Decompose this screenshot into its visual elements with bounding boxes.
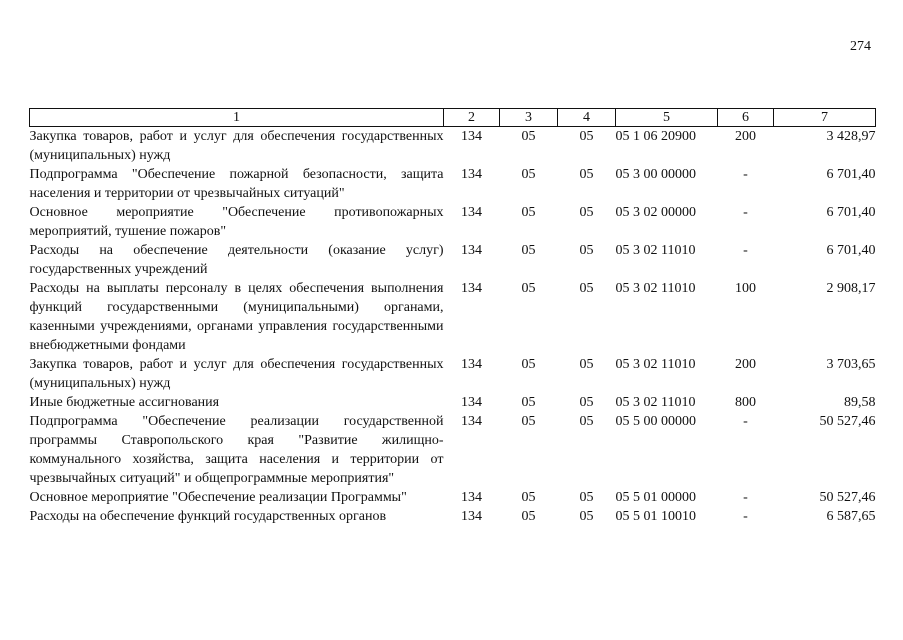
cell-amount: 6 587,65 (826, 509, 876, 524)
cell-amount: 6 701,40 (826, 205, 876, 220)
column-header: 4 (558, 109, 616, 127)
cell-section: 05 (521, 167, 536, 182)
column-header: 5 (616, 109, 718, 127)
table-row (30, 393, 876, 412)
row-description: Подпрограмма "Обеспечение реализации государственной программы Ставропольского края "Развитие жилищно-коммунального хозяйства, защита населения и территории от чрезвычайных ситуаций" и общепрограммные мероприятия" (29, 414, 444, 486)
row-description: Закупка товаров, работ и услуг для обеспечения государственных (муниципальных) нужд (29, 129, 444, 163)
cell-section: 05 (521, 395, 536, 410)
cell-amount: 6 701,40 (826, 167, 876, 182)
column-header: 7 (774, 109, 876, 127)
cell-amount: 3 703,65 (826, 357, 876, 372)
row-description: Расходы на обеспечение деятельности (оказание услуг) государственных учреждений (29, 243, 444, 277)
row-description: Расходы на выплаты персоналу в целях обеспечения выполнения функций государственными (муниципальными) органами, казенными учреждениями, органами управления государственными внебюджетными фондами (29, 281, 444, 353)
cell-subsection: 05 (579, 490, 594, 505)
cell-expense-type: - (743, 205, 748, 220)
cell-target-article: 05 1 06 20900 (615, 129, 696, 144)
cell-amount: 50 527,46 (819, 414, 876, 429)
cell-amount: 89,58 (844, 395, 876, 410)
cell-ministry: 134 (461, 243, 482, 258)
table-row (30, 127, 876, 166)
cell-subsection: 05 (579, 129, 594, 144)
cell-expense-type: 100 (735, 281, 756, 296)
table-row (30, 507, 876, 526)
cell-ministry: 134 (461, 167, 482, 182)
cell-section: 05 (521, 205, 536, 220)
cell-subsection: 05 (579, 357, 594, 372)
cell-expense-type: - (743, 243, 748, 258)
cell-expense-type: - (743, 490, 748, 505)
cell-target-article: 05 3 02 11010 (615, 395, 696, 410)
cell-section: 05 (521, 357, 536, 372)
cell-section: 05 (521, 281, 536, 296)
cell-expense-type: 800 (735, 395, 756, 410)
column-header: 2 (444, 109, 500, 127)
cell-subsection: 05 (579, 167, 594, 182)
cell-amount: 3 428,97 (826, 129, 876, 144)
cell-target-article: 05 3 02 11010 (615, 243, 696, 258)
cell-section: 05 (521, 129, 536, 144)
cell-subsection: 05 (579, 205, 594, 220)
cell-section: 05 (521, 490, 536, 505)
cell-subsection: 05 (579, 243, 594, 258)
cell-section: 05 (521, 414, 536, 429)
header-row (30, 109, 876, 127)
cell-subsection: 05 (579, 395, 594, 410)
cell-subsection: 05 (579, 509, 594, 524)
cell-section: 05 (521, 243, 536, 258)
table-row (30, 241, 876, 279)
table-row (30, 488, 876, 507)
cell-section: 05 (521, 509, 536, 524)
cell-target-article: 05 5 01 10010 (615, 509, 696, 524)
column-header: 1 (30, 109, 444, 127)
table-row (30, 355, 876, 393)
table-row (30, 165, 876, 203)
cell-amount: 6 701,40 (826, 243, 876, 258)
cell-ministry: 134 (461, 129, 482, 144)
row-description: Расходы на обеспечение функций государственных органов (29, 509, 387, 524)
table-row (30, 203, 876, 241)
row-description: Основное мероприятие "Обеспечение реализации Программы" (29, 490, 407, 505)
column-header: 3 (500, 109, 558, 127)
cell-target-article: 05 3 02 11010 (615, 281, 696, 296)
cell-amount: 50 527,46 (819, 490, 876, 505)
budget-table (29, 108, 876, 526)
cell-expense-type: - (743, 414, 748, 429)
cell-subsection: 05 (579, 281, 594, 296)
cell-expense-type: 200 (735, 357, 756, 372)
cell-ministry: 134 (461, 414, 482, 429)
cell-target-article: 05 3 00 00000 (615, 167, 696, 182)
cell-target-article: 05 5 00 00000 (615, 414, 696, 429)
row-description: Закупка товаров, работ и услуг для обеспечения государственных (муниципальных) нужд (29, 357, 444, 391)
cell-ministry: 134 (461, 395, 482, 410)
page-number: 274 (850, 39, 871, 54)
cell-expense-type: - (743, 509, 748, 524)
row-description: Иные бюджетные ассигнования (29, 395, 220, 410)
cell-ministry: 134 (461, 205, 482, 220)
cell-ministry: 134 (461, 509, 482, 524)
row-description: Основное мероприятие "Обеспечение противопожарных мероприятий, тушение пожаров" (29, 205, 444, 239)
cell-expense-type: 200 (735, 129, 756, 144)
cell-amount: 2 908,17 (826, 281, 876, 296)
cell-subsection: 05 (579, 414, 594, 429)
cell-target-article: 05 3 02 11010 (615, 357, 696, 372)
column-header: 6 (718, 109, 774, 127)
cell-target-article: 05 3 02 00000 (615, 205, 696, 220)
cell-ministry: 134 (461, 281, 482, 296)
cell-ministry: 134 (461, 357, 482, 372)
cell-ministry: 134 (461, 490, 482, 505)
cell-target-article: 05 5 01 00000 (615, 490, 696, 505)
cell-expense-type: - (743, 167, 748, 182)
row-description: Подпрограмма "Обеспечение пожарной безопасности, защита населения и территории от чрезвычайных ситуаций" (29, 167, 444, 201)
table-row (30, 412, 876, 488)
table-row (30, 279, 876, 355)
